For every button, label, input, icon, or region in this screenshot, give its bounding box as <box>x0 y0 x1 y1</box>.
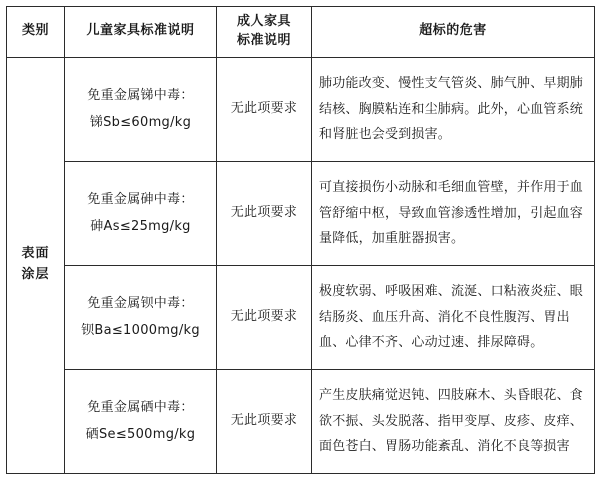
harm-cell: 极度软弱、呼吸困难、流涎、口粘液炎症、眼结肠炎、血压升高、消化不良性腹泻、胃出血、心律不齐、心动过速、排尿障碍。 <box>312 265 595 369</box>
harm-cell: 肺功能改变、慢性支气管炎、肺气肿、早期肺结核、胸膜粘连和尘肺病。此外，心血管系统和肾脏也会受到损害。 <box>312 57 595 161</box>
column-header-adult-standard-line1: 成人家具 <box>236 14 291 29</box>
child-standard-line2: 锑Sb≤60mg/kg <box>89 115 192 131</box>
adult-standard-cell: 无此项要求 <box>217 369 312 473</box>
category-cell-surface-coating <box>7 57 65 473</box>
adult-standard-cell: 无此项要求 <box>217 265 312 369</box>
child-standard-line1: 免重金属锑中毒： <box>87 87 194 103</box>
harm-cell: 可直接损伤小动脉和毛细血管壁，并作用于血管舒缩中枢，导致血管渗透性增加，引起血容量降低，加重脏器损害。 <box>312 161 595 265</box>
table-header <box>7 7 595 58</box>
table-body <box>7 57 595 473</box>
table-row <box>7 265 595 369</box>
furniture-standard-table <box>6 6 595 474</box>
column-header-child-standard: 儿童家具标准说明 <box>65 7 217 58</box>
category-label-line1: 表面 <box>21 246 50 262</box>
adult-standard-cell: 无此项要求 <box>217 57 312 161</box>
child-standard-cell <box>65 265 217 369</box>
adult-standard-cell: 无此项要求 <box>217 161 312 265</box>
header-row <box>7 7 595 58</box>
child-standard-line2: 硒Se≤500mg/kg <box>85 427 196 443</box>
child-standard-cell <box>65 161 217 265</box>
child-standard-line1: 免重金属硒中毒： <box>87 399 194 415</box>
column-header-harm: 超标的危害 <box>312 7 595 58</box>
child-standard-line2: 砷As≤25mg/kg <box>90 219 191 235</box>
child-standard-line1: 免重金属砷中毒： <box>87 191 194 207</box>
table-row <box>7 369 595 473</box>
child-standard-cell <box>65 57 217 161</box>
column-header-adult-standard-line2: 标准说明 <box>236 32 291 48</box>
child-standard-line2: 钡Ba≤1000mg/kg <box>81 323 200 339</box>
child-standard-line1: 免重金属钡中毒： <box>87 295 194 311</box>
harm-cell: 产生皮肤痛觉迟钝、四肢麻木、头昏眼花、食欲不振、头发脱落、指甲变厚、皮疹、皮痒、面色苍白、胃肠功能紊乱、消化不良等损害 <box>312 369 595 473</box>
table-row <box>7 161 595 265</box>
table-row <box>7 57 595 161</box>
category-label-line2: 涂层 <box>21 267 50 283</box>
column-header-category: 类别 <box>7 7 65 58</box>
column-header-adult-standard <box>217 7 312 58</box>
child-standard-cell <box>65 369 217 473</box>
